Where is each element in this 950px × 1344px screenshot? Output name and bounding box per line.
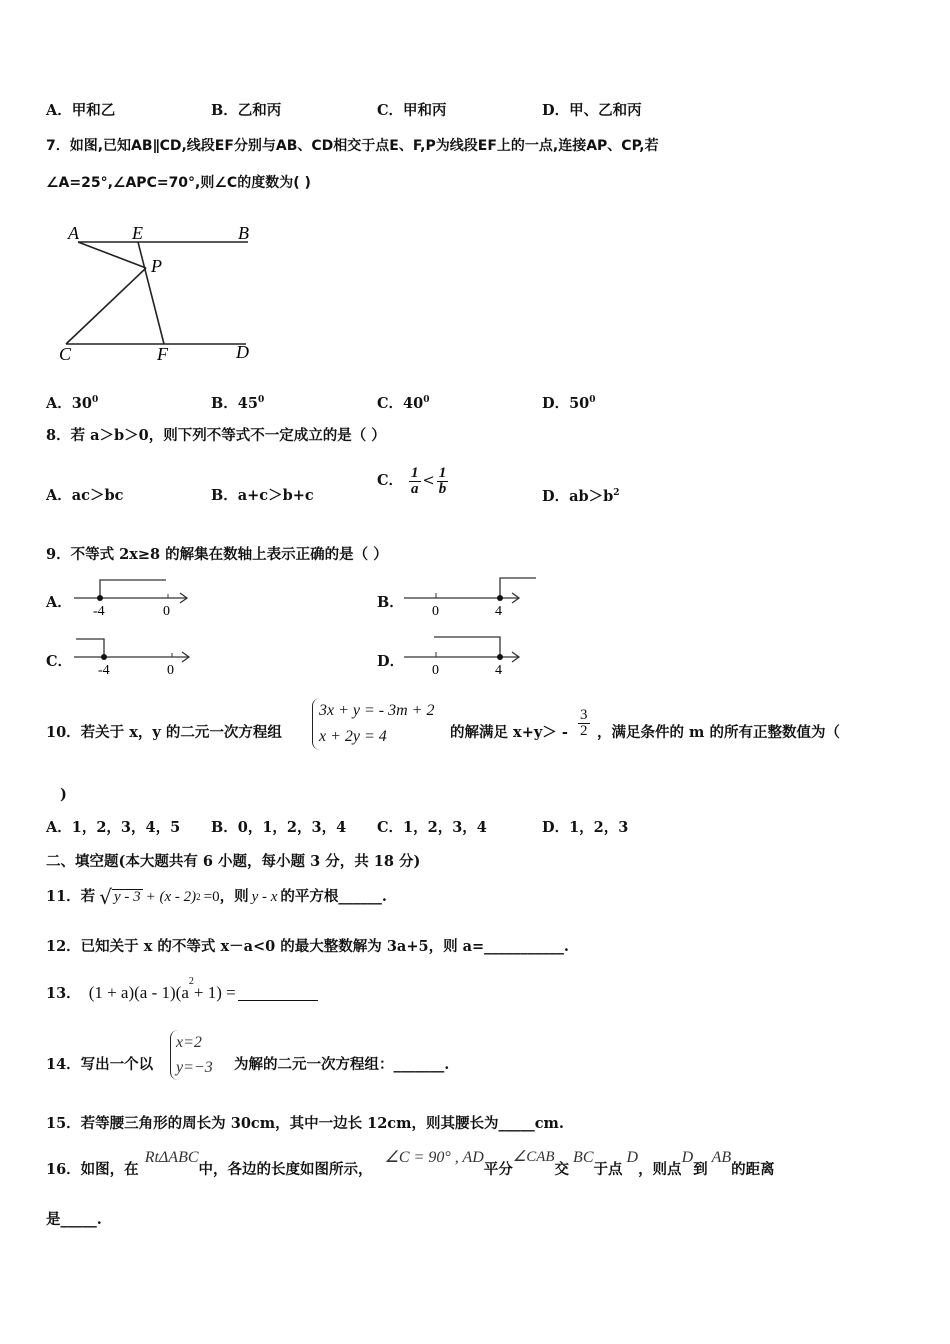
q9-option-d: D． [377, 653, 405, 670]
q8-option-b: B．a+c＞b+c [211, 487, 314, 504]
q8-option-d: D．$ab>b^2$ [542, 487, 620, 505]
label-a: A [68, 223, 79, 243]
q8-option-a: A．ac＞bc [46, 487, 124, 504]
q9-option-c: C． [46, 653, 73, 670]
svg-text:-4: -4 [93, 604, 105, 619]
q13-answer-blank [238, 1000, 318, 1001]
q12: 12．已知关于 x 的不等式 x－a<0 的最大整数解为 3a+5，则 a=___________. [46, 938, 569, 955]
q9-number-line-c [72, 635, 197, 680]
q10-option-a: A．1，2，3，4，5 [46, 819, 181, 836]
segment-pc [66, 268, 146, 344]
q9-stem: 9．不等式 2x≥8 的解集在数轴上表示正确的是（ ） [46, 546, 388, 563]
label-b: B [238, 223, 249, 243]
q7-stem-line2: ∠A=25°,∠APC=70°,则∠C的度数为( ) [46, 175, 311, 191]
svg-text:-4: -4 [98, 663, 110, 678]
q9-option-a: A． [46, 594, 72, 611]
label-d: D [236, 342, 249, 362]
q8-option-c: C． 1 a < 1 b [377, 465, 447, 497]
segment-ap [78, 242, 146, 268]
q8-stem: 8．若 a＞b＞0，则下列不等式不一定成立的是（ ） [46, 427, 386, 444]
q9-number-line-a [70, 576, 195, 621]
label-f: F [157, 344, 168, 364]
q9-option-b: B． [377, 594, 404, 611]
label-p: P [151, 256, 162, 276]
svg-text:0: 0 [432, 604, 439, 619]
q6-option-d: D．甲、乙和丙 [542, 102, 642, 119]
svg-text:0: 0 [163, 604, 170, 619]
svg-text:0: 0 [167, 663, 174, 678]
q16: 16．如图，在 RtΔABC 中，各边的长度如图所示， ∠C = 90° , AD 平分 ∠CAB 交 BC 于点 D ，则点 D 到 AB 的距离 [46, 1149, 775, 1178]
q10-stem-prefix: 10．若关于 x，y 的二元一次方程组 [46, 724, 282, 741]
q10-option-c: C．1，2，3，4 [377, 819, 487, 836]
q14-solution-system: x=2 y=−3 [170, 1030, 213, 1080]
q6-option-b: B．乙和丙 [211, 102, 282, 119]
q10-fraction: $\frac{3}{2}$ [580, 707, 588, 739]
q7-option-a: A．$30^0$ [46, 394, 99, 412]
q7-option-d: D．$50^0$ [542, 394, 596, 412]
q15: 15．若等腰三角形的周长为 30cm，其中一边长 12cm，则其腰长为_____cm. [46, 1115, 564, 1132]
q7-option-b: B．$45^0$ [211, 394, 265, 412]
q6-option-a: A．甲和乙 [46, 102, 116, 119]
q14-suffix: 为解的二元一次方程组：_______. [234, 1056, 450, 1073]
svg-text:4: 4 [495, 663, 502, 678]
q9-number-line-d [402, 635, 527, 680]
q14-prefix: 14．写出一个以 [46, 1056, 154, 1073]
q7-option-c: C．$40^0$ [377, 394, 430, 412]
svg-text:0: 0 [432, 663, 439, 678]
q9-number-line-b [402, 576, 542, 621]
svg-text:4: 4 [495, 604, 502, 619]
q10-close-paren: ) [60, 786, 67, 803]
q16-line2: 是_____. [46, 1211, 102, 1228]
q7-geometry-figure [56, 220, 266, 365]
q10-option-b: B．0，1，2，3，4 [211, 819, 347, 836]
q10-equation-system: 3x + y = - 3m + 2 x + 2y = 4 [312, 698, 434, 750]
q13: 13． (1 + a)(a - 1)(a $^2$ + 1) = [46, 977, 318, 1001]
section-2-heading: 二、填空题(本大题共有 6 小题，每小题 3 分，共 18 分) [46, 853, 421, 870]
q10-stem-mid: 的解满足 x+y＞ - [450, 724, 568, 741]
q7-stem-line1: 7．如图,已知AB∥CD,线段EF分别与AB、CD相交于点E、F,P为线段EF上的一点,连接AP、CP,若 [46, 138, 659, 154]
q11: 11．若 √ y - 3 + (x - 2) 2 =0 ，则 y - x 的平方根______. [46, 885, 387, 909]
label-e: E [132, 223, 143, 243]
q10-option-d: D．1，2，3 [542, 819, 629, 836]
q10-stem-suffix: ，满足条件的 m 的所有正整数值为（ [597, 724, 840, 741]
label-c: C [59, 344, 72, 364]
q6-option-c: C．甲和丙 [377, 102, 447, 119]
